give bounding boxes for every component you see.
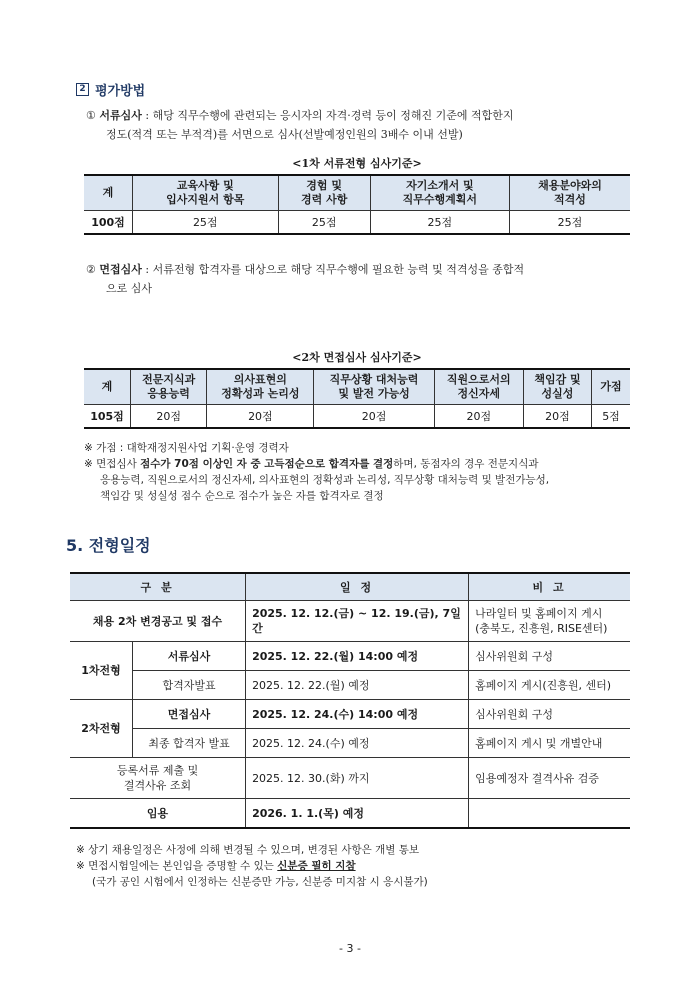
table-cell: 2025. 12. 24.(수) 14:00 예정 [246, 700, 469, 729]
table1-caption: <1차 서류전형 심사기준> [292, 157, 422, 170]
table-header: 직무상황 대처능력 및 발전 가능성 [314, 369, 434, 405]
note-text-cont: 책임감 및 성실성 점수 순으로 점수가 높은 자를 합격자로 결정 [100, 490, 384, 502]
interview-label: 면접심사 [99, 263, 142, 276]
note-text: 하며, 동점자의 경우 전문지식과 [393, 458, 539, 470]
note-text: 가점 : 대학재정지원사업 기획·운영 경력자 [96, 442, 289, 454]
section-number-box: 2 [76, 83, 89, 96]
table-header: 교육사항 및 입사지원서 항목 [133, 175, 279, 211]
schedule-table [70, 572, 630, 829]
note-text: 상기 채용일정은 사정에 의해 변경될 수 있으며, 변경된 사항은 개별 통보 [88, 844, 420, 856]
interview-text: : 서류전형 합격자를 대상으로 해당 직무수행에 필요한 능력 및 적격성을 종합적 [141, 263, 525, 276]
table-row [70, 799, 630, 829]
table-cell: 최종 합격자 발표 [133, 729, 246, 758]
table-cell: 채용 2차 변경공고 및 접수 [70, 601, 246, 642]
table-row [70, 758, 630, 799]
table-header: 자기소개서 및 직무수행계획서 [370, 175, 509, 211]
table2-caption: <2차 면접심사 심사기준> [292, 351, 422, 364]
doc-review-text-cont: 정도(적격 또는 부적격)를 서면으로 심사(선발예정인원의 3배수 이내 선발) [106, 128, 463, 141]
table-cell: 홈페이지 게시 및 개별안내 [469, 729, 630, 758]
table-header: 의사표현의 정확성과 논리성 [207, 369, 314, 405]
table-cell: 100점 [84, 211, 133, 235]
table-cell: 20점 [523, 405, 591, 429]
table-header: 계 [84, 175, 133, 211]
doc-review-label: 서류심사 [99, 109, 142, 122]
table-header: 전문지식과 응용능력 [131, 369, 207, 405]
group-cell: 2차전형 [70, 700, 133, 758]
table-cell: 20점 [207, 405, 314, 429]
table-row [70, 671, 630, 700]
table-cell: 나라일터 및 홈페이지 게시 (충북도, 진흥원, RISE센터) [469, 601, 630, 642]
note-item [76, 858, 656, 874]
note-mark: ※ [76, 844, 85, 856]
interview-text-cont: 으로 심사 [106, 282, 153, 295]
table-cell: 105점 [84, 405, 131, 429]
table-cell: 25점 [133, 211, 279, 235]
note-text: 면접심사 [96, 458, 141, 470]
table-cell [469, 799, 630, 829]
section-title: 평가방법 [95, 84, 146, 99]
table-header: 책임감 및 성실성 [523, 369, 591, 405]
table-cell: 합격자발표 [133, 671, 246, 700]
table-header: 일 정 [246, 573, 469, 601]
schedule-notes [76, 842, 656, 890]
table-header: 채용분야와의 적격성 [509, 175, 630, 211]
table-header: 구 분 [70, 573, 246, 601]
note-item [84, 456, 654, 472]
table-cell: 등록서류 제출 및 결격사유 조회 [70, 758, 246, 799]
table-cell: 25점 [370, 211, 509, 235]
table-cell: 25점 [278, 211, 370, 235]
item-marker: ① [86, 109, 96, 122]
table-cell: 홈페이지 게시(진흥원, 센터) [469, 671, 630, 700]
doc-review-paragraph [86, 106, 656, 144]
group-cell: 1차전형 [70, 642, 133, 700]
table-cell: 20점 [314, 405, 434, 429]
table-cell: 임용 [70, 799, 246, 829]
table-row [70, 642, 630, 671]
table-cell: 2025. 12. 22.(월) 예정 [246, 671, 469, 700]
note-bold-text: 점수가 70점 이상인 자 중 고득점순으로 합격자를 결정 [140, 458, 394, 470]
table-cell: 2025. 12. 30.(화) 까지 [246, 758, 469, 799]
table-cell: 2025. 12. 22.(월) 14:00 예정 [246, 642, 469, 671]
table-cell: 5점 [592, 405, 631, 429]
table-row [70, 601, 630, 642]
page-number: - 3 - [339, 942, 361, 955]
note-mark: ※ [84, 442, 93, 454]
doc-review-text: : 해당 직무수행에 관련되는 응시자의 자격·경력 등이 정해진 기준에 적합한지 [141, 109, 514, 122]
note-mark: ※ [84, 458, 93, 470]
section-heading [76, 80, 145, 99]
table-cell: 면접심사 [133, 700, 246, 729]
note-item [84, 440, 654, 456]
table-cell: 25점 [509, 211, 630, 235]
note-text-cont: 응용능력, 직원으로서의 정신자세, 의사표현의 정확성과 논리성, 직무상황 대처능력 및 발전가능성, [100, 474, 550, 486]
note-underlined-text: 신분증 필히 지참 [277, 860, 356, 872]
table-header: 경험 및 경력 사항 [278, 175, 370, 211]
table-cell: 2026. 1. 1.(목) 예정 [246, 799, 469, 829]
note-text: 면접시험일에는 본인임을 증명할 수 있는 [88, 860, 278, 872]
table-cell: 20점 [434, 405, 523, 429]
table-cell: 2025. 12. 24.(수) 예정 [246, 729, 469, 758]
note-text-cont: (국가 공인 시험에서 인정하는 신분증만 가능, 신분증 미지참 시 응시불가) [92, 876, 428, 888]
table-header: 계 [84, 369, 131, 405]
interview-paragraph [86, 260, 656, 298]
table-cell: 서류심사 [133, 642, 246, 671]
item-marker: ② [86, 263, 96, 276]
table-header: 가점 [592, 369, 631, 405]
table-cell: 20점 [131, 405, 207, 429]
table-header: 직원으로서의 정신자세 [434, 369, 523, 405]
table-cell: 2025. 12. 12.(금) ~ 12. 19.(금), 7일간 [246, 601, 469, 642]
table-cell: 심사위원회 구성 [469, 642, 630, 671]
section5-title: 5. 전형일정 [66, 536, 151, 555]
table-row [70, 700, 630, 729]
table-cell: 임용예정자 결격사유 검증 [469, 758, 630, 799]
note-mark: ※ [76, 860, 85, 872]
interview-criteria-table [84, 368, 630, 429]
note-item [76, 842, 656, 858]
table-header: 비 고 [469, 573, 630, 601]
table-cell: 심사위원회 구성 [469, 700, 630, 729]
doc-criteria-table [84, 174, 630, 235]
criteria-notes [84, 440, 654, 504]
table-row [70, 729, 630, 758]
